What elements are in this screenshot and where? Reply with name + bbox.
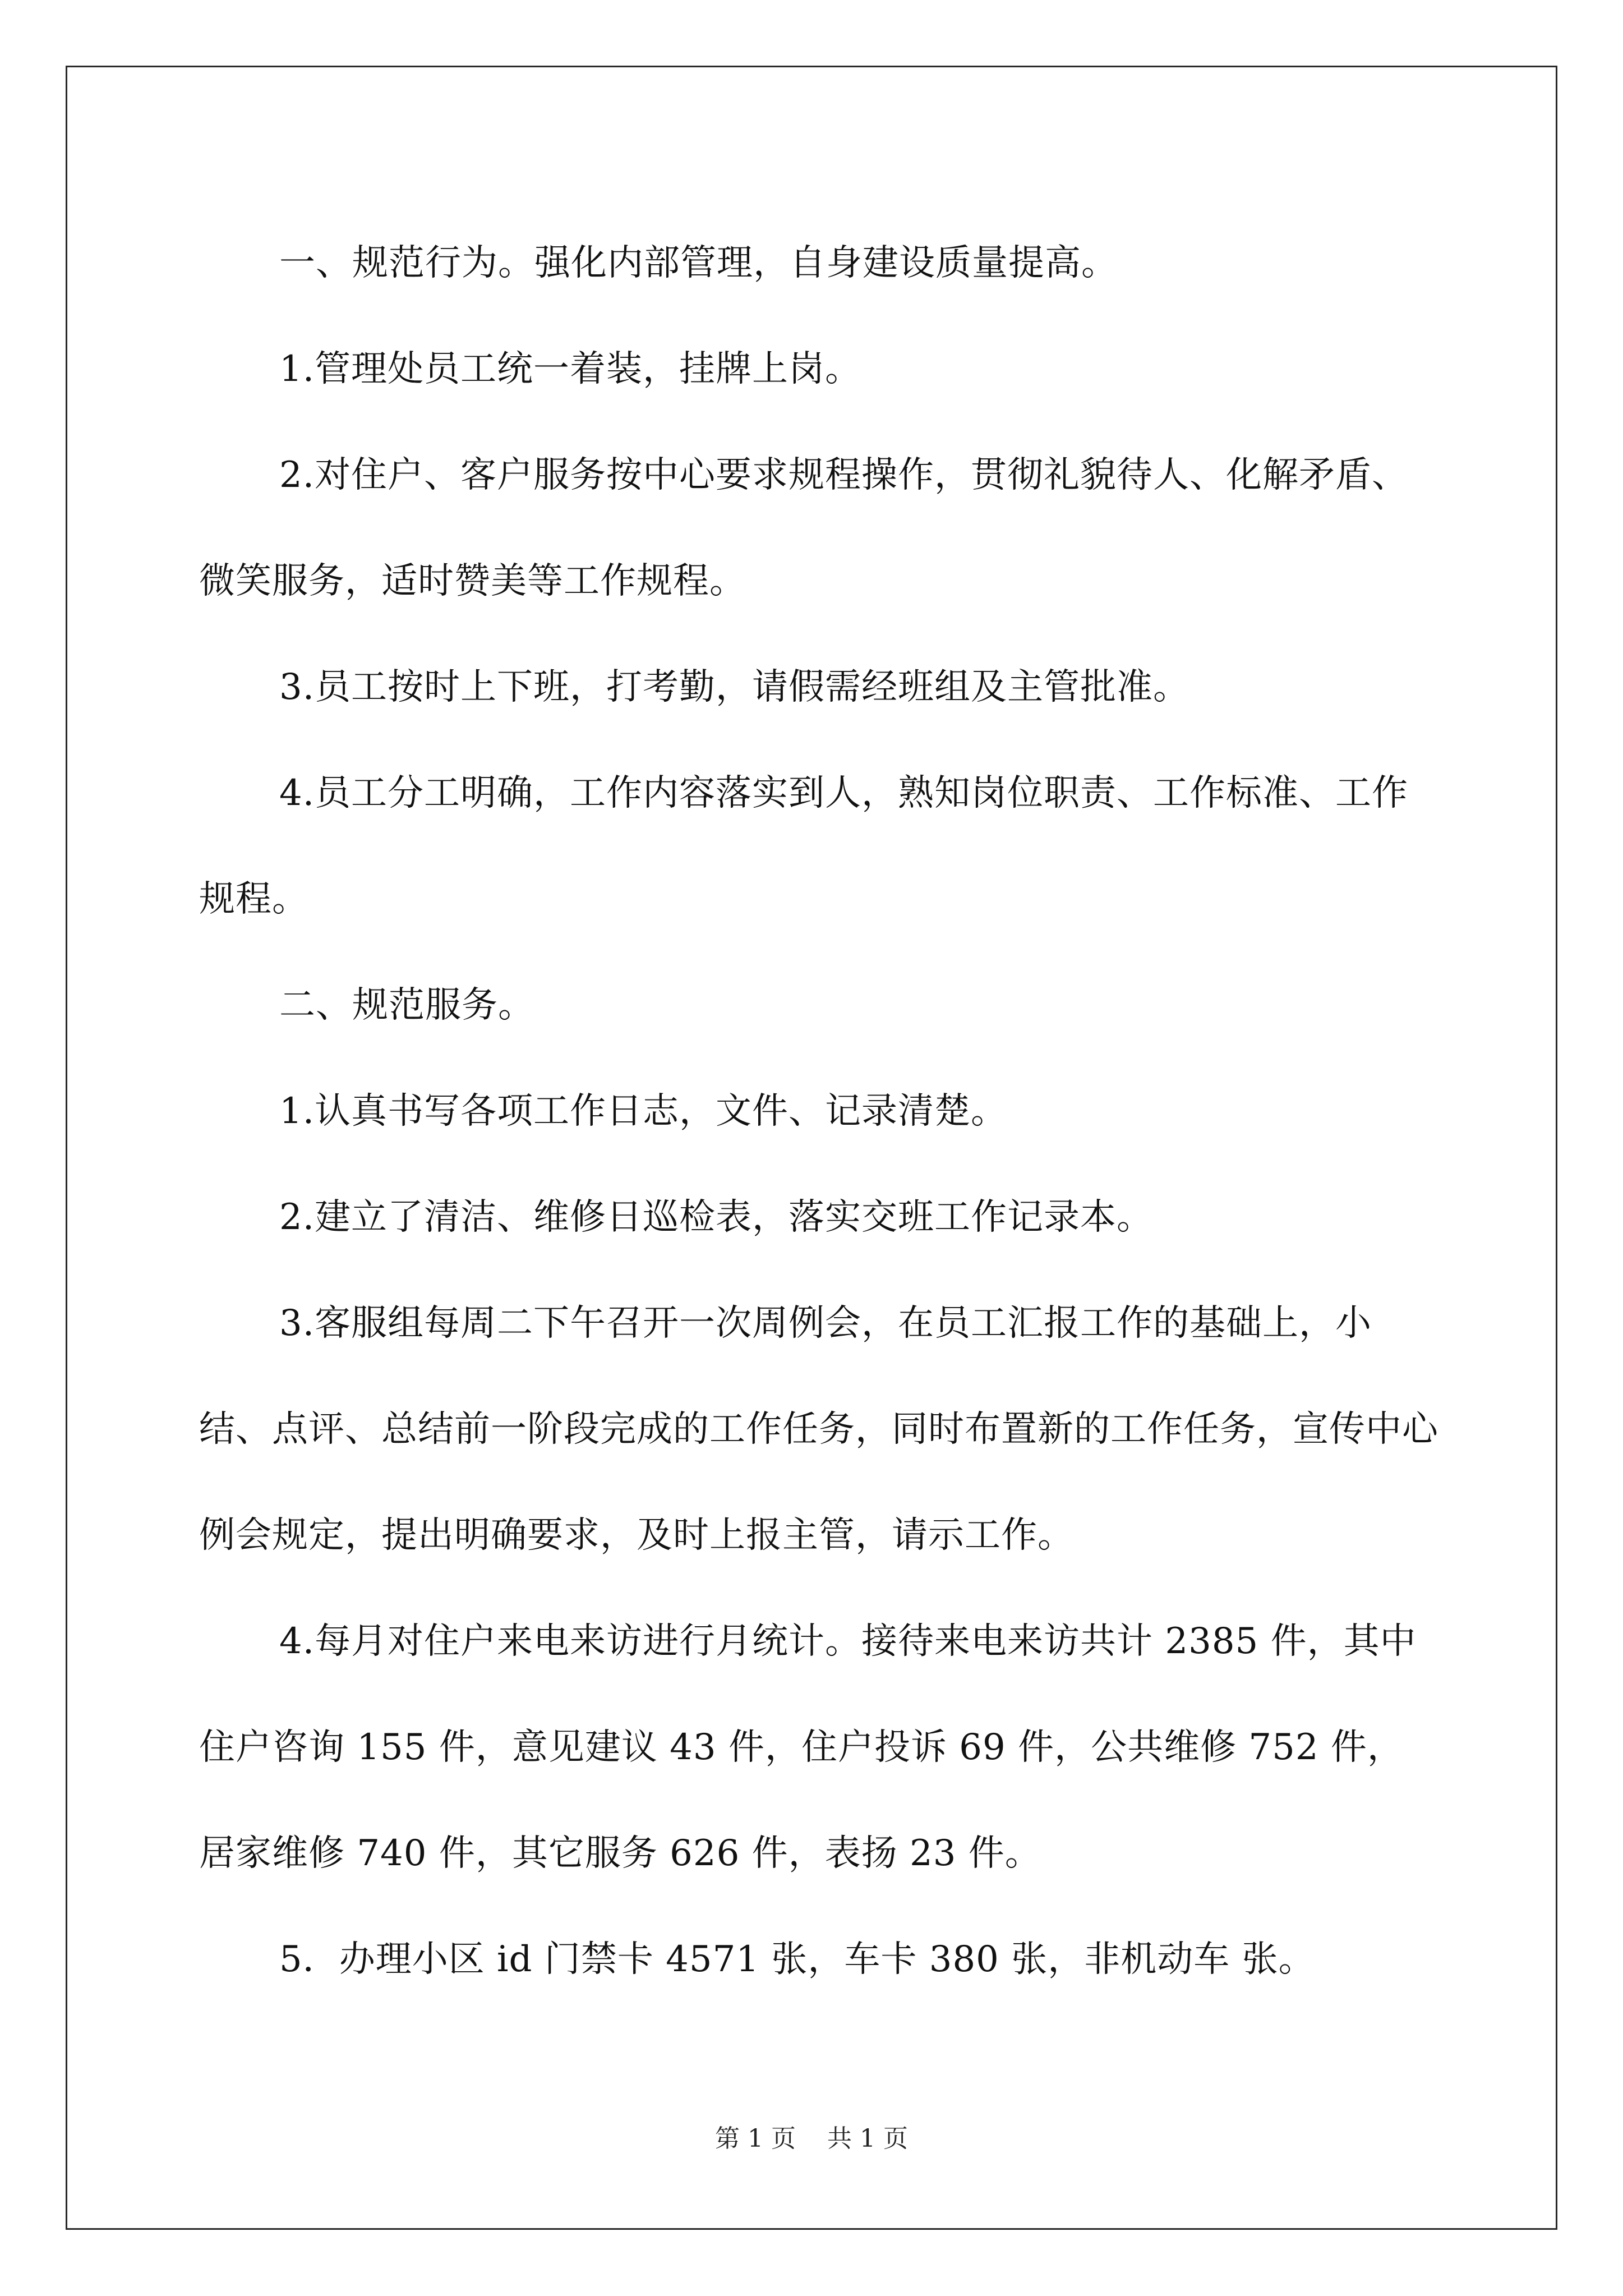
- paragraph-1-4: 4.员工分工明确，工作内容落实到人，熟知岗位职责、工作标准、工作规程。: [199, 772, 1409, 920]
- paragraph-1-2: 2.对住户、客户服务按中心要求规程操作，贯彻礼貌待人、化解矛盾、微笑服务，适时赞美等工作规程。: [199, 454, 1409, 602]
- paragraph-2-2: 2.建立了清洁、维修日巡检表，落实交班工作记录本。: [279, 1197, 1154, 1238]
- paragraph-2-4: 4.每月对住户来电来访进行月统计。接待来电来访共计 2385 件，其中住户咨询 155 件，意见建议 43 件，住户投诉 69 件，公共维修 752 件，居家维修 740 件，其它服务 626 件，表扬 23 件。: [199, 1621, 1417, 1874]
- paragraph-1-1: 1.管理处员工统一着装，挂牌上岗。: [279, 348, 862, 390]
- paragraph-2-1: 1.认真书写各项工作日志，文件、记录清楚。: [279, 1091, 1008, 1132]
- paragraph-1-3: 3.员工按时上下班，打考勤，请假需经班组及主管批准。: [279, 666, 1190, 708]
- section-heading-2: 二、规范服务。: [279, 984, 534, 1026]
- paragraph-2-5: 5．办理小区 id 门禁卡 4571 张，车卡 380 张，非机动车 张。: [279, 1939, 1315, 1980]
- section-heading-1: 一、规范行为。强化内部管理，自身建设质量提高。: [279, 242, 1118, 284]
- page-footer: [0, 2118, 1623, 2154]
- page-number-total: 共 1 页: [827, 2124, 908, 2153]
- page-number-current: 第 1 页: [715, 2124, 796, 2153]
- document-body: [199, 210, 1438, 2013]
- paragraph-2-3: 3.客服组每周二下午召开一次周例会，在员工汇报工作的基础上，小结、点评、总结前一阶段完成的工作任务，同时布置新的工作任务，宣传中心例会规定，提出明确要求，及时上报主管，请示工作。: [199, 1303, 1438, 1556]
